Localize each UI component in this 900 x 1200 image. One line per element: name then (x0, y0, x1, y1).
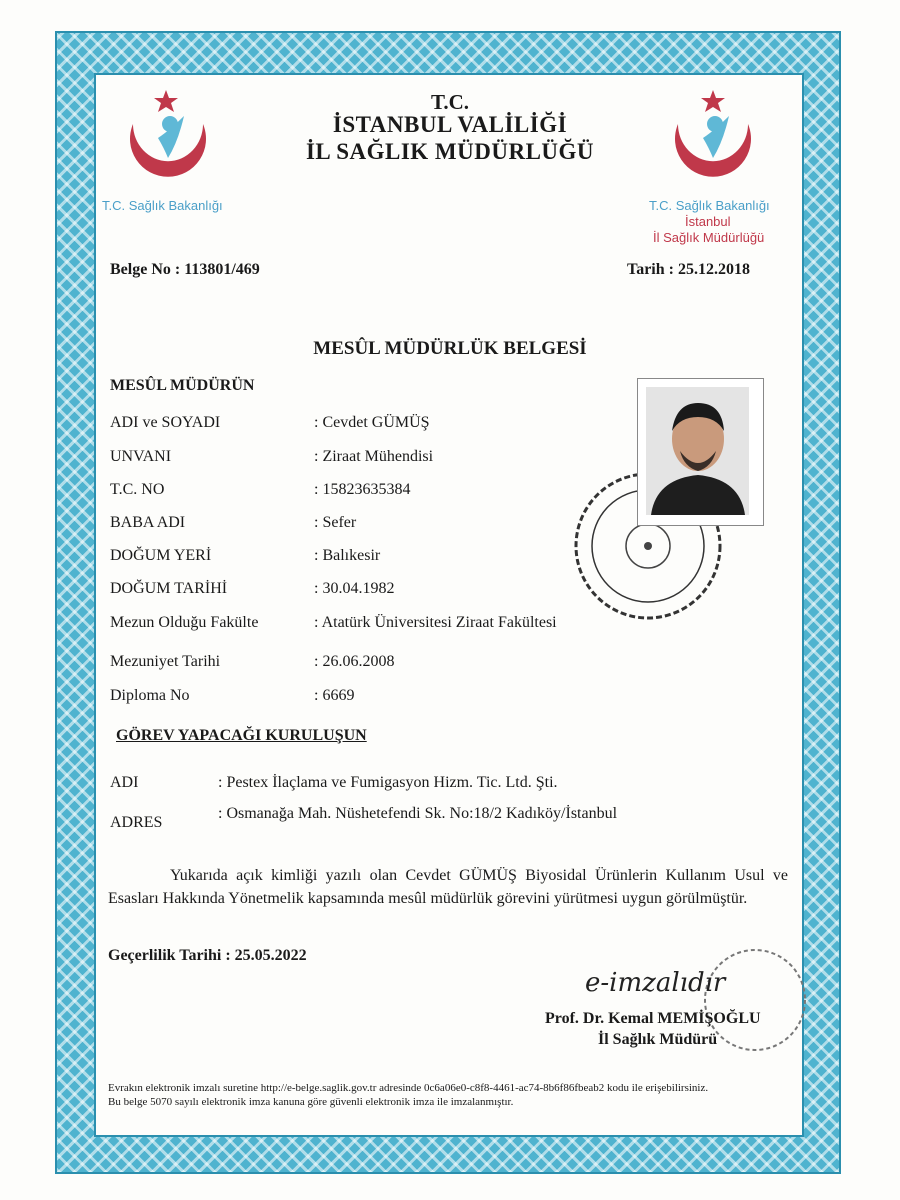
header-valilik: İSTANBUL VALİLİĞİ (332, 112, 568, 137)
e-signature-mark: e-imzalıdır (585, 968, 726, 998)
org-name-value: : Pestex İlaçlama ve Fumigasyon Hizm. Tic. Ltd. Şti. (218, 774, 558, 791)
crescent-star-icon (663, 86, 763, 196)
logo-right-line1: T.C. Sağlık Bakanlığı (649, 198, 770, 213)
field-label: ADI ve SOYADI (110, 414, 221, 431)
document-title: MESÛL MÜDÜRLÜK BELGESİ (313, 338, 587, 359)
validity-date: Geçerlilik Tarihi : 25.05.2022 (108, 947, 307, 964)
crescent-star-icon (118, 86, 218, 196)
footer-line2: Bu belge 5070 sayılı elektronik imza kanuna göre güvenli elektronik imza ile imzalanmıştır. (108, 1096, 514, 1108)
field-value: : Cevdet GÜMÜŞ (314, 414, 430, 431)
photo-frame (637, 378, 764, 526)
field-value: : 15823635384 (314, 481, 411, 498)
field-label: DOĞUM YERİ (110, 547, 212, 564)
logo-left-text: T.C. Sağlık Bakanlığı (102, 198, 223, 213)
signatory-name: Prof. Dr. Kemal MEMİŞOĞLU (545, 1010, 761, 1027)
field-value: : 6669 (314, 687, 355, 704)
logo-right-line3: İl Sağlık Müdürlüğü (653, 230, 765, 245)
org-name-label: ADI (110, 774, 139, 791)
field-value: : Sefer (314, 514, 357, 531)
section-organization: GÖREV YAPACAĞI KURULUŞUN (116, 727, 367, 744)
document-number: Belge No : 113801/469 (110, 261, 260, 278)
section-responsible-manager: MESÛL MÜDÜRÜN (110, 377, 255, 394)
field-value: : 26.06.2008 (314, 653, 395, 670)
approval-paragraph: Yukarıda açık kimliği yazılı olan Cevdet GÜMÜŞ Biyosidal Ürünlerin Kullanım Usul ve Esasları Hakkında Yönetmelik kapsamında mesûl müdürlük görevini yürütmesi uygun görülmüştür. (108, 867, 788, 907)
org-address-value: : Osmanağa Mah. Nüshetefendi Sk. No:18/2 Kadıköy/İstanbul (218, 805, 618, 822)
field-label: DOĞUM TARİHİ (110, 580, 228, 597)
field-label: Mezun Olduğu Fakülte (110, 614, 259, 631)
field-value: : 30.04.1982 (314, 580, 395, 597)
field-label: UNVANI (110, 448, 172, 465)
field-label: T.C. NO (110, 481, 165, 498)
ministry-logo-right (649, 86, 770, 245)
footer-note (108, 1081, 798, 1109)
portrait-photo (646, 387, 749, 515)
logo-right-line2: İstanbul (685, 214, 731, 229)
signatory-title: İl Sağlık Müdürü (598, 1031, 718, 1048)
header-tc: T.C. (430, 90, 470, 114)
field-value: : Atatürk Üniversitesi Ziraat Fakültesi (314, 614, 557, 631)
portrait-icon (646, 387, 749, 515)
footer-line1: Evrakın elektronik imzalı suretine http://e-belge.saglik.gov.tr adresinde 0c6a06e0-c8f8-4461-ac74-8b6f86fbeab2 kodu ile erişebilirsiniz. (108, 1082, 709, 1094)
header-mudurluk: İL SAĞLIK MÜDÜRLÜĞÜ (305, 139, 595, 164)
document-date: Tarih : 25.12.2018 (627, 261, 750, 278)
field-value: : Balıkesir (314, 547, 381, 564)
field-label: Mezuniyet Tarihi (110, 653, 221, 670)
field-value: : Ziraat Mühendisi (314, 448, 434, 465)
field-label: Diploma No (110, 687, 190, 704)
ministry-logo-left (102, 86, 223, 213)
field-label: BABA ADI (110, 514, 186, 531)
org-address-label: ADRES (110, 814, 163, 831)
